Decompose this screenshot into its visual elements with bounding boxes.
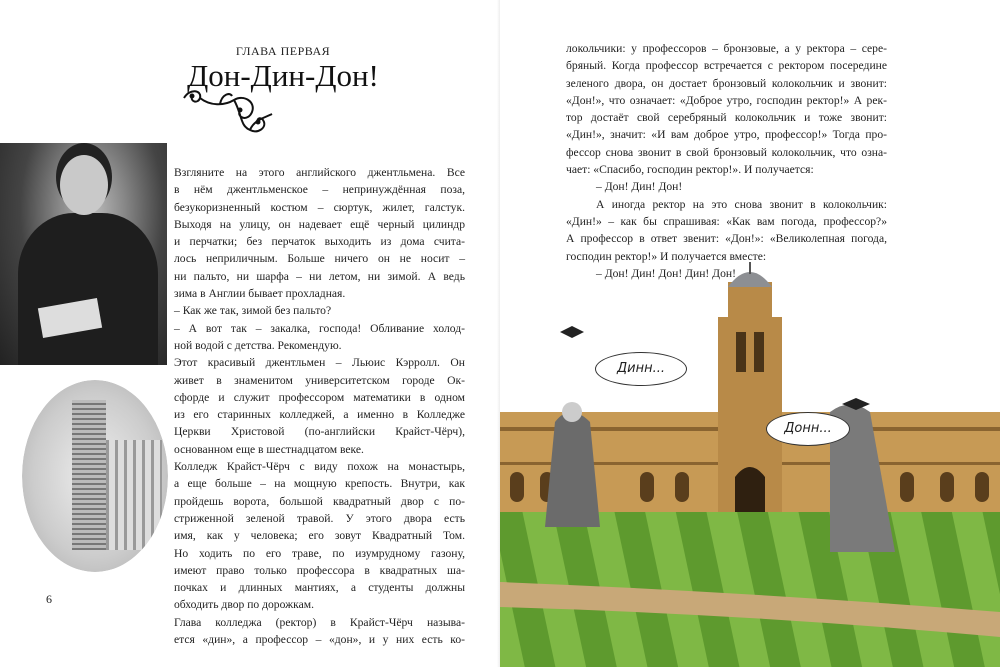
text-line: Глава колледжа (ректор) в Крайст-Чёрч называ- bbox=[174, 615, 465, 629]
text-line: – Как же так, зимой без пальто? bbox=[174, 304, 332, 318]
text-line: и перчатки; без перчаток выходить из дома счита- bbox=[174, 235, 465, 249]
text-line: а еще больше – на мощную крепость. Внутри, как bbox=[174, 477, 465, 491]
text-line: ется «дин», а профессор – «дон», и у них есть ко- bbox=[174, 633, 465, 647]
text-line: основанном еще в шестнадцатом веке. bbox=[174, 442, 364, 456]
text-line: «Дон!», что означает: «Доброе утро, господин ректор!» А рек- bbox=[566, 93, 887, 107]
text-line: безукоризненный костюм – сюртук, жилет, галстук. bbox=[174, 200, 465, 214]
text-line: пройдешь ворота, большой квадратный двор с по- bbox=[174, 494, 465, 508]
lewis-carroll-photo bbox=[0, 143, 167, 365]
chapter-title: Дон-Дин-Дон! bbox=[187, 58, 379, 93]
text-line: А иногда ректор на это снова звонит в колокольчик: bbox=[596, 197, 887, 211]
text-line: «Дин!» – как бы спрашивая: «Как вам погода, профессор?» bbox=[566, 214, 887, 228]
text-line: Колледж Крайст-Чёрч с виду похож на монастырь, bbox=[174, 460, 465, 474]
chapter-label: ГЛАВА ПЕРВАЯ bbox=[235, 44, 331, 58]
text-line: – Дон! Дин! Дон! Дин! Дон! bbox=[596, 266, 736, 280]
text-line: господин ректор!» И получается вместе: bbox=[566, 249, 767, 263]
text-line: – Дон! Дин! Дон! bbox=[596, 180, 683, 194]
text-line: Выходя на улицу, он надевает ещё черный цилиндр bbox=[174, 217, 465, 231]
text-line: тор достаёт свой серебряный колокольчик и тоже звонит: bbox=[566, 111, 887, 125]
text-line: в нём джентльменское – непринуждённая поза, bbox=[174, 183, 465, 197]
text-line: живет в знаменитом университетском городе Ок- bbox=[174, 373, 465, 387]
text-line: зима в Англии бывает прохладная. bbox=[174, 287, 346, 301]
text-line: из его старинных колледжей, а именно в Колледже bbox=[174, 408, 465, 422]
text-line: Церкви Христовой (по-английски Крайст-Чёрч), bbox=[174, 425, 465, 439]
christ-church-engraving bbox=[22, 380, 168, 572]
text-line: локольчики: у профессоров – бронзовые, а у ректора – сере- bbox=[566, 42, 887, 55]
text-line: лось неприличным. Больше ничего он не носит – bbox=[174, 252, 465, 266]
text-line: – А вот так – закалка, господа! Обливание холод- bbox=[174, 321, 465, 335]
text-line: Взгляните на этого английского джентльмена. Все bbox=[174, 166, 465, 179]
text-line: обходить двор по дорожкам. bbox=[174, 598, 314, 612]
text-line: «Дин!», значит: «И вам доброе утро, профессор!» Тогда про- bbox=[566, 128, 887, 142]
speech-bubble-don: Донн... bbox=[766, 412, 850, 446]
text-line: фессор снова звонит в свой бронзовый колокольчик, что озна- bbox=[566, 145, 887, 159]
right-body-text bbox=[566, 40, 887, 282]
speech-bubble-dean: Динн... bbox=[595, 352, 687, 386]
flourish-ornament-icon bbox=[180, 84, 280, 136]
text-line: сфорде и служит профессором математики в одном bbox=[174, 390, 465, 404]
text-line: стриженной зеленой травой. У этого двора есть bbox=[174, 511, 465, 525]
right-page bbox=[500, 0, 1000, 667]
text-line: ной водой с детства. Рекомендую. bbox=[174, 338, 342, 352]
text-line: Но ходить по его траве, по изумрудному газону, bbox=[174, 546, 465, 560]
page-number: 6 bbox=[46, 592, 52, 606]
christ-church-collage-illustration bbox=[500, 262, 1000, 667]
text-line: почках и длинных мантиях, а студенты должны bbox=[174, 581, 465, 595]
text-line: зеленого двора, он достает бронзовый колокольчик и звонит: bbox=[566, 76, 887, 90]
text-line: имеют право только профессора в квадратных ша- bbox=[174, 563, 465, 577]
text-line: А профессор в ответ звенит: «Дон!»: «Великолепная погода, bbox=[566, 232, 887, 246]
text-line: Этот красивый джентльмен – Льюис Кэрролл. Он bbox=[174, 356, 465, 370]
text-line: чает: «Спасибо, господин ректор!». И получается: bbox=[566, 163, 814, 177]
left-body-text bbox=[174, 164, 465, 648]
text-line: бряный. Когда профессор встречается с ректором посередине bbox=[566, 59, 887, 73]
text-line: ни пальто, ни шарфа – ни летом, ни зимой. А ведь bbox=[174, 269, 465, 283]
text-line: имя, как у человека; его зовут Квадратный Том. bbox=[174, 529, 465, 543]
